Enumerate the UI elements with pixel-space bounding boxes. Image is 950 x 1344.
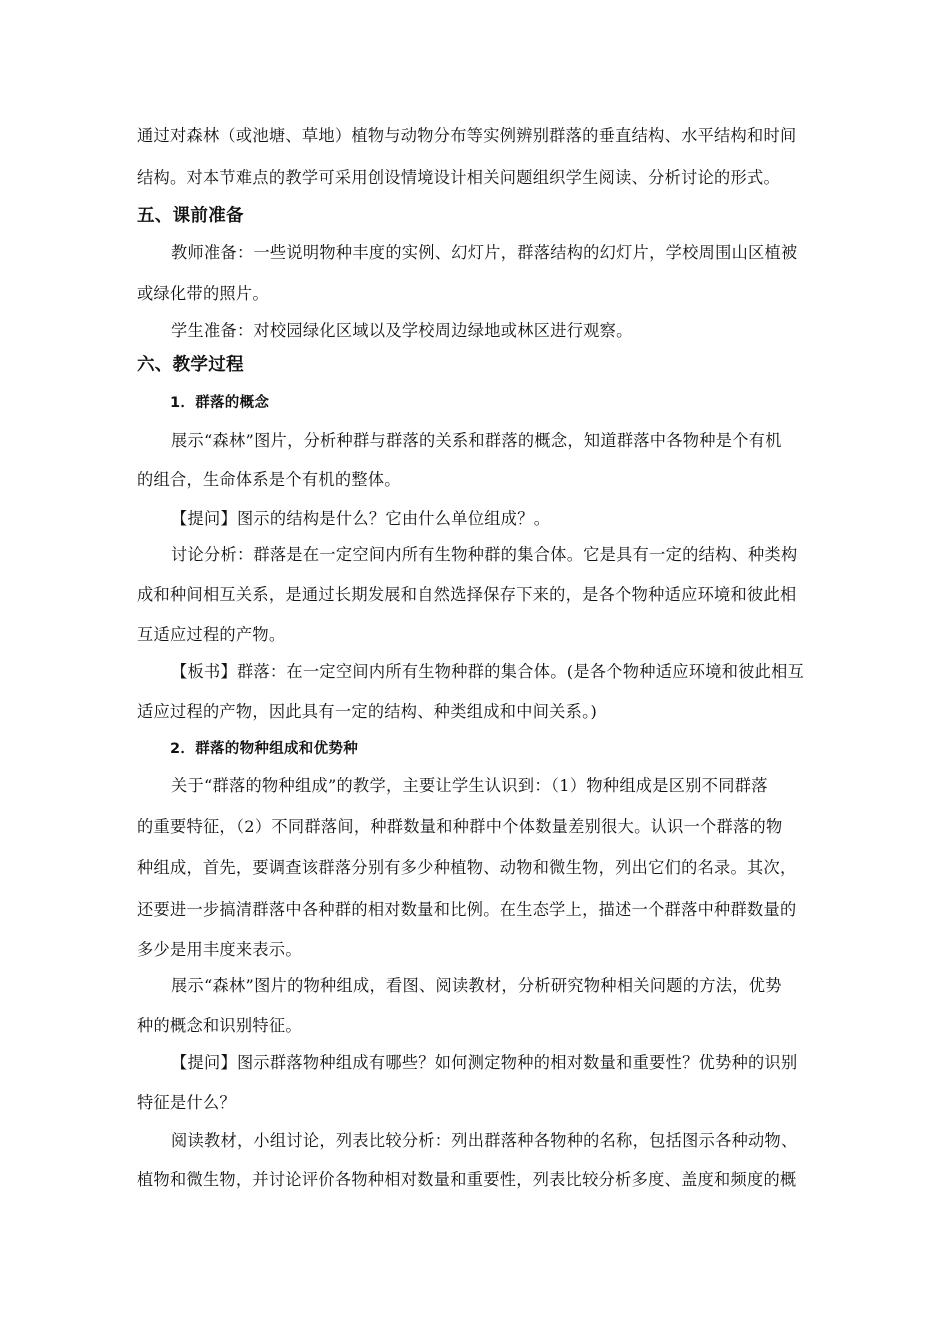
paragraph-line: 互适应过程的产物。: [137, 625, 286, 644]
paragraph-line: 特征是什么？: [137, 1093, 236, 1112]
paragraph-line: 关于“群落的物种组成”的教学，主要让学生认识到：（1）物种组成是区别不同群落: [171, 776, 768, 795]
paragraph-line: 的重要特征，（2）不同群落间，种群数量和种群中个体数量差别很大。认识一个群落的物: [137, 817, 783, 836]
section-heading: 五、课前准备: [137, 206, 244, 226]
paragraph-line: 讨论分析：群落是在一定空间内所有生物种群的集合体。它是具有一定的结构、种类构: [171, 545, 798, 564]
paragraph-line: 成和种间相互关系，是通过长期发展和自然选择保存下来的，是各个物种适应环境和彼此相: [137, 585, 797, 604]
paragraph-line: 【板书】群落：在一定空间内所有生物种群的集合体。(是各个物种适应环境和彼此相互: [171, 662, 805, 681]
paragraph-line: 【提问】图示群落物种组成有哪些？如何测定物种的相对数量和重要性？优势种的识别: [171, 1053, 798, 1072]
paragraph-line: 种的概念和识别特征。: [137, 1016, 302, 1035]
paragraph-line: 教师准备：一些说明物种丰度的实例、幻灯片，群落结构的幻灯片，学校周围山区植被: [171, 243, 798, 262]
paragraph-line: 展示“森林”图片，分析种群与群落的关系和群落的概念，知道群落中各物种是个有机: [171, 431, 782, 450]
paragraph-line: 通过对森林（或池塘、草地）植物与动物分布等实例辨别群落的垂直结构、水平结构和时间: [137, 126, 797, 145]
paragraph-line: 的组合，生命体系是个有机的整体。: [137, 470, 401, 489]
subsection-heading: 1．群落的概念: [170, 395, 270, 411]
paragraph-line: 学生准备：对校园绿化区域以及学校周边绿地或林区进行观察。: [171, 321, 633, 340]
paragraph-line: 多少是用丰度来表示。: [137, 940, 302, 959]
paragraph-line: 阅读教材，小组讨论，列表比较分析：列出群落种各物种的名称，包括图示各种动物、: [171, 1131, 798, 1150]
paragraph-line: 还要进一步搞清群落中各种群的相对数量和比例。在生态学上，描述一个群落中种群数量的: [137, 900, 797, 919]
paragraph-line: 种组成，首先，要调查该群落分别有多少种植物、动物和微生物，列出它们的名录。其次，: [137, 858, 797, 877]
subsection-heading: 2．群落的物种组成和优势种: [170, 741, 358, 757]
paragraph-line: 适应过程的产物，因此具有一定的结构、种类组成和中间关系。): [137, 702, 598, 721]
paragraph-line: 结构。对本节难点的教学可采用创设情境设计相关问题组织学生阅读、分析讨论的形式。: [137, 168, 781, 187]
paragraph-line: 或绿化带的照片。: [137, 284, 269, 303]
paragraph-line: 植物和微生物，并讨论评价各物种相对数量和重要性，列表比较分析多度、盖度和频度的概: [137, 1170, 797, 1189]
section-heading: 六、教学过程: [137, 355, 244, 375]
paragraph-line: 展示“森林”图片的物种组成，看图、阅读教材，分析研究物种相关问题的方法，优势: [171, 976, 782, 995]
paragraph-line: 【提问】图示的结构是什么？它由什么单位组成？。: [171, 509, 551, 528]
